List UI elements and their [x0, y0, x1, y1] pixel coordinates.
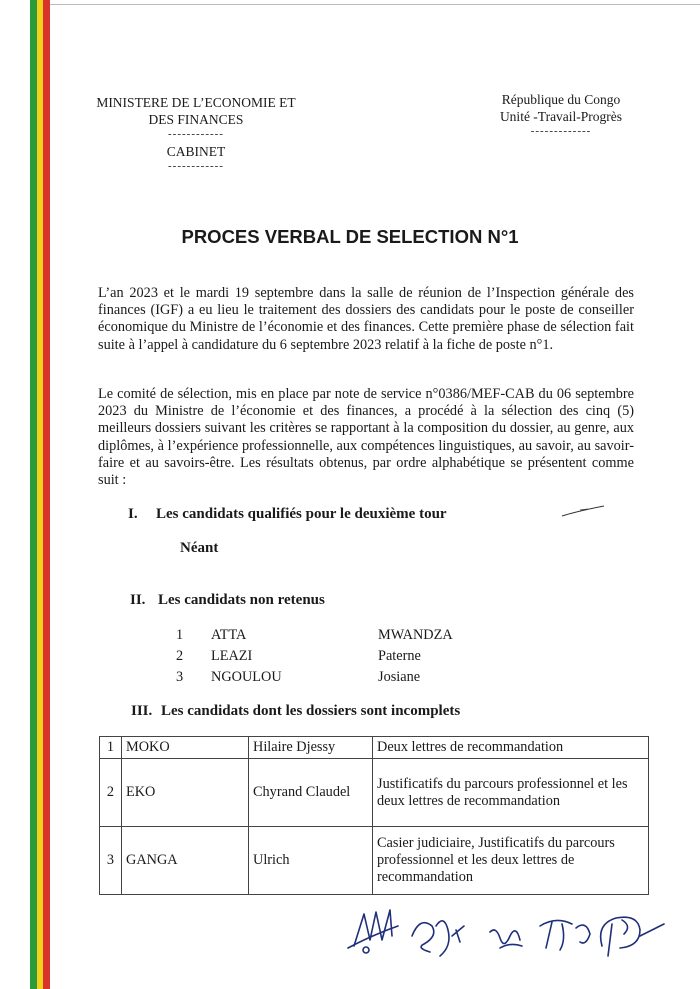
- paragraph-intro: L’an 2023 et le mardi 19 septembre dans la salle de réunion de l’Inspection générale des finances (IGF) a eu lieu le traitement des dossiers des candidats pour le poste de conseiller économique du Ministre de l’économie et des finances. Cette première phase de sélection fait suite à l’appel à candidature du 6 septembre 2023 relatif à la fiche de poste n°1.: [98, 285, 634, 353]
- table-cell-missing-documents: Deux lettres de recommandation: [373, 737, 649, 759]
- ministry-line-1: MINISTERE DE L’ECONOMIE ET: [96, 95, 296, 110]
- cabinet-label: CABINET: [166, 144, 226, 159]
- section-1-title: Les candidats qualifiés pour le deuxième tour: [156, 506, 447, 522]
- republic-header: [482, 91, 640, 137]
- table-cell-surname: GANGA: [122, 827, 249, 895]
- table-cell-firstname: Chyrand Claudel: [249, 759, 373, 827]
- section-1-heading: [128, 506, 447, 523]
- table-row: [100, 737, 649, 759]
- non-retenu-firstname: MWANDZA: [378, 627, 453, 643]
- ministry-separator-1: ------------: [168, 128, 224, 140]
- non-retenu-surname: ATTA: [211, 627, 247, 643]
- flag-red-band: [43, 0, 50, 989]
- table-cell-surname: MOKO: [122, 737, 249, 759]
- paragraph-committee: Le comité de sélection, mis en place par note de service n°0386/MEF-CAB du 06 septembre 2023 du Ministre de l’économie et des finances, a procédé à la sélection des cinq (5) meilleurs dossiers suivant les critères se rapportant à la composition du dossier, au genre, aux diplômes, à l’expérience professionnelle, aux compétences linguistiques, au savoir, au savoir-faire et au savoirs-être. Les résultats obtenus, par ordre alphabétique se présentent comme suit :: [98, 386, 634, 489]
- table-cell-surname: EKO: [122, 759, 249, 827]
- table-cell-firstname: Hilaire Djessy: [249, 737, 373, 759]
- table-row: [100, 827, 649, 895]
- non-retenu-number: 3: [176, 669, 184, 685]
- signature-1: [348, 910, 398, 953]
- table-cell-firstname: Ulrich: [249, 827, 373, 895]
- ministry-line-2: DES FINANCES: [148, 112, 244, 127]
- section-2-title: Les candidats non retenus: [158, 592, 325, 608]
- flag-yellow-band: [37, 0, 44, 989]
- ministry-separator-2: ------------: [168, 160, 224, 172]
- flag-green-band: [30, 0, 37, 989]
- non-retenu-number: 2: [176, 648, 184, 664]
- table-cell-number: 1: [100, 737, 122, 759]
- non-retenu-firstname: Paterne: [378, 648, 421, 664]
- ministry-header: [80, 94, 312, 172]
- section-3-title: Les candidats dont les dossiers sont incomplets: [161, 703, 461, 719]
- top-rule: [50, 4, 700, 5]
- flag-stripe: [30, 0, 50, 989]
- signature-3: [490, 930, 522, 948]
- section-2-number: II.: [130, 592, 146, 608]
- section-3-heading: [131, 703, 460, 720]
- non-retenu-surname: NGOULOU: [211, 669, 282, 685]
- pen-stroke-mark: [560, 502, 606, 520]
- section-2-heading: [130, 592, 325, 609]
- table-cell-missing-documents: Casier judiciaire, Justificatifs du parcours professionnel et les deux lettres de recommandation: [373, 827, 649, 895]
- table-cell-number: 3: [100, 827, 122, 895]
- section-3-number: III.: [131, 703, 153, 719]
- republic-separator: -------------: [530, 125, 592, 137]
- table-cell-missing-documents: Justificatifs du parcours professionnel et les deux lettres de recommandation: [373, 759, 649, 827]
- section-1-content: Néant: [180, 540, 219, 556]
- signature-4: [540, 920, 590, 950]
- non-retenu-surname: LEAZI: [211, 648, 253, 664]
- incomplete-candidates-table: [99, 736, 649, 895]
- non-retenu-firstname: Josiane: [378, 669, 421, 685]
- non-retenu-number: 1: [176, 627, 184, 643]
- signature-5: [601, 917, 664, 956]
- signatures: [340, 896, 670, 966]
- document-title: PROCES VERBAL DE SELECTION N°1: [181, 226, 519, 247]
- republic-line-1: République du Congo: [501, 92, 621, 107]
- section-1-number: I.: [128, 506, 138, 522]
- republic-line-2: Unité -Travail-Progrès: [499, 109, 623, 124]
- table-row: [100, 759, 649, 827]
- signature-2: [412, 921, 464, 956]
- table-cell-number: 2: [100, 759, 122, 827]
